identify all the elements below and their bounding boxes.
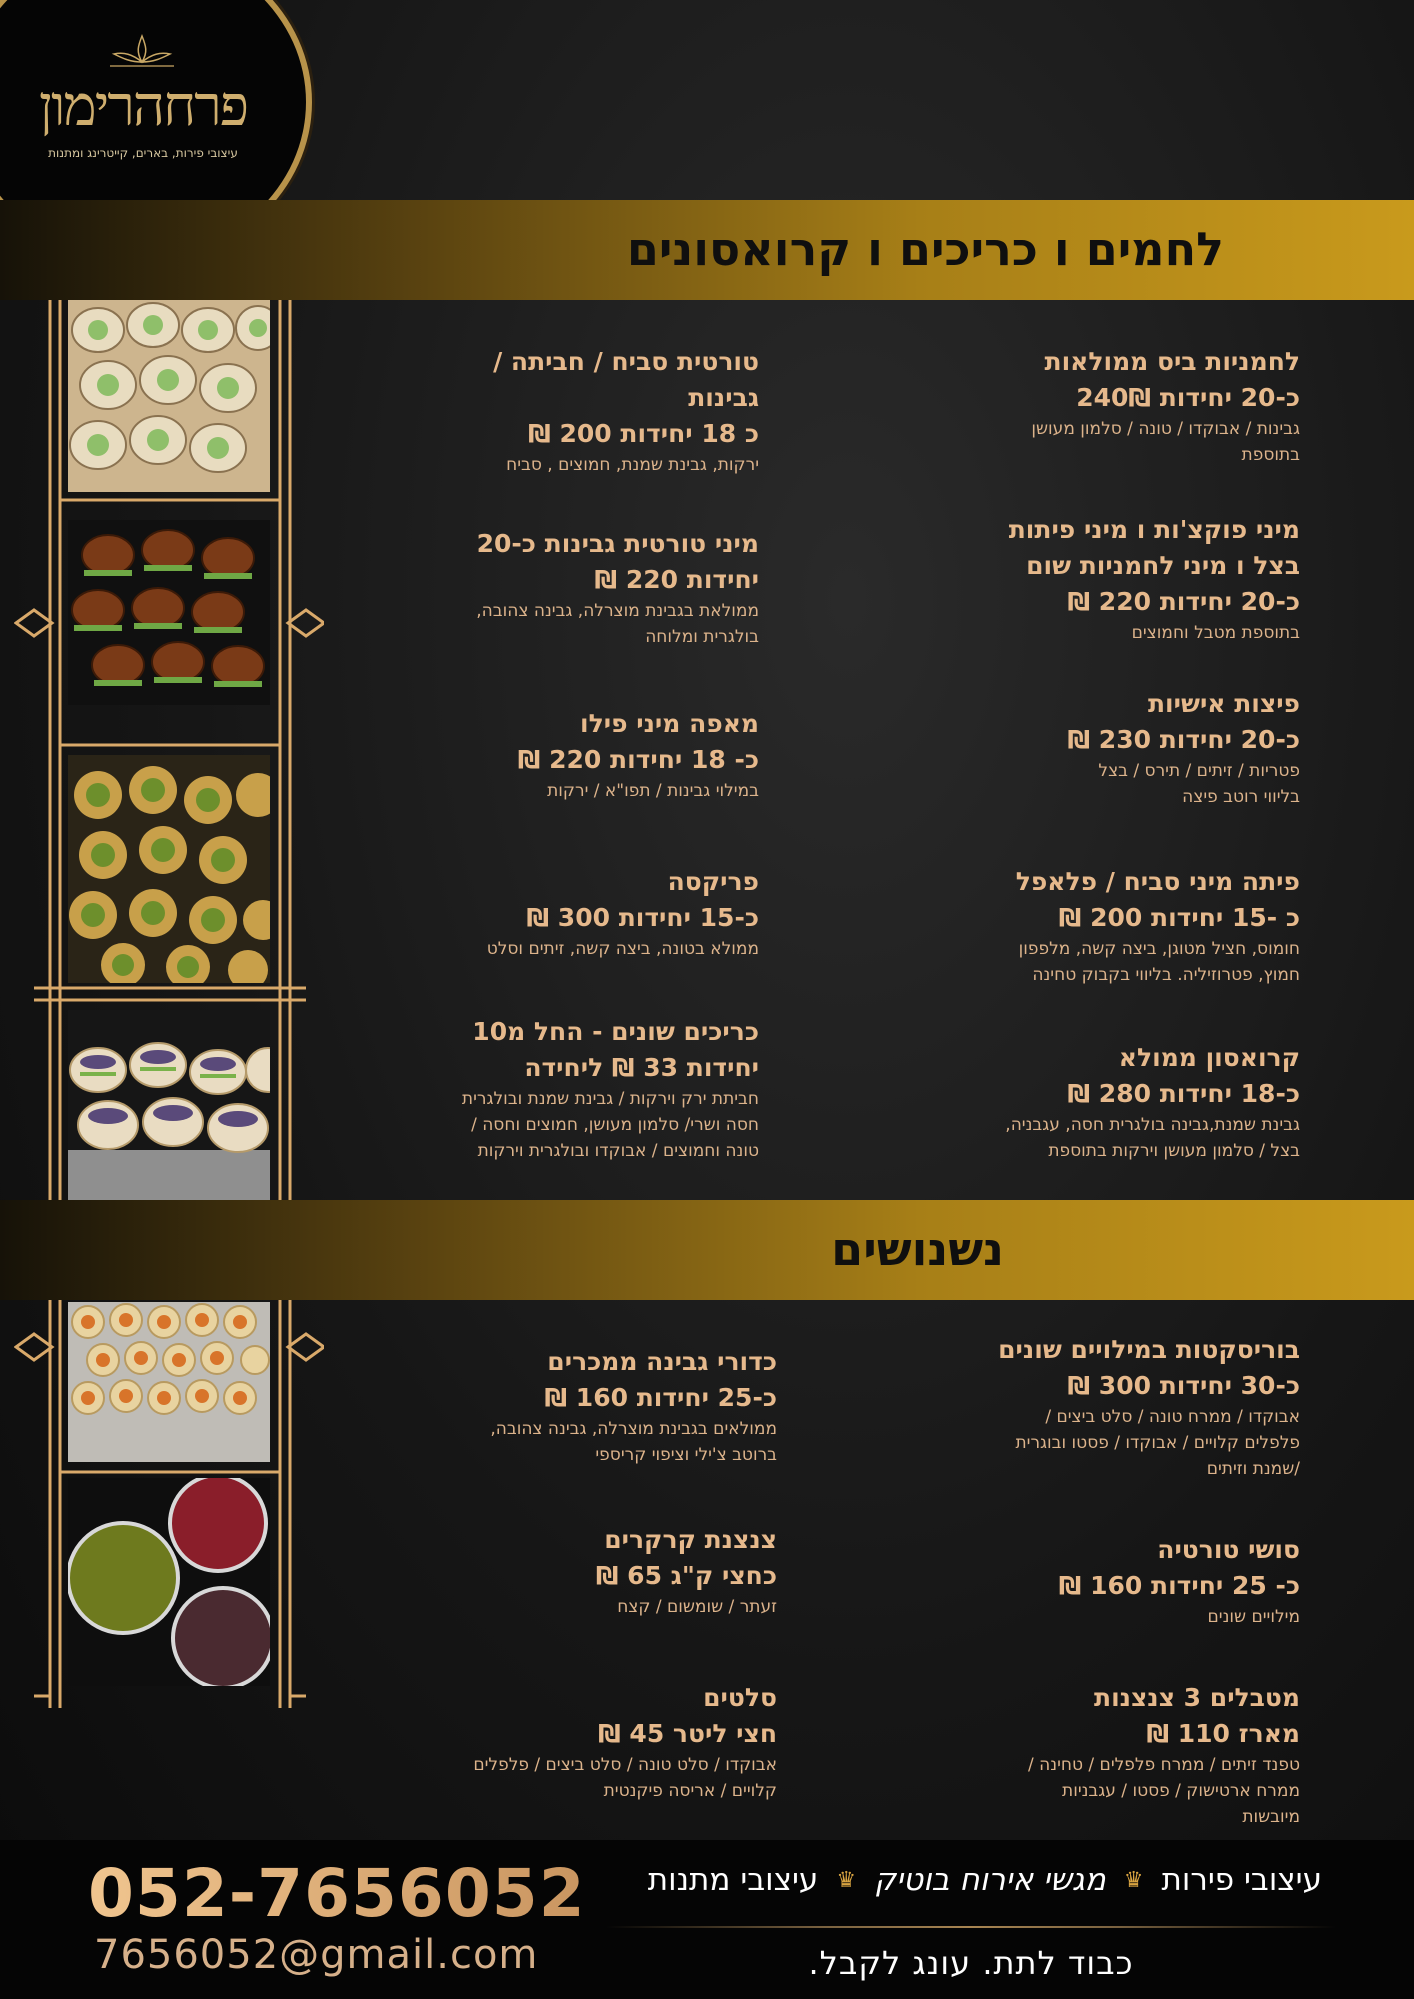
photo-tortilla-sushi: [68, 1302, 270, 1462]
service-platters: מגשי אירוח בוטיק: [874, 1862, 1106, 1898]
menu-item: סלטים חצי ליטר 45 ₪ אבוקדו / סלט טונה / סלט ביצים / פלפלים קלויים / אריסה פיקנטית: [473, 1683, 777, 1801]
brand-name: פרחהרימון: [38, 74, 248, 139]
phone-number[interactable]: 052-7656052: [88, 1855, 586, 1932]
photo-mini-sandwiches: [68, 520, 270, 705]
crown-icon: [106, 32, 178, 72]
services-list: [648, 1862, 1322, 1898]
menu-item: מטבלים 3 צנצנות מארז 110 ₪ טפנד זיתים / ממרח פלפלים / טחינה / ממרח ארטישוק / פסטו / עגבניות מיובשות: [1028, 1683, 1300, 1827]
menu-item: בוריסקטות במילויים שונים כ-30 יחידות 300 ₪ אבוקדו / ממרח טונה / סלט ביצים / פלפלים קלויים / אבוקדו / פסטו ובוגרית /שמנת וזיתים: [998, 1335, 1300, 1479]
brand-subtitle: עיצובי פירות, בארים, קייטרינג ומתנות: [48, 146, 238, 160]
menu-item: מאפה מיני פילו כ- 18 יחידות 220 ₪ במילוי גבינות / תפו"א / ירקות: [517, 709, 759, 801]
section-header-breads: [0, 200, 1414, 300]
divider: [606, 1926, 1336, 1928]
menu-item: מיני טורטית גבינות כ-20 יחידות 220 ₪ ממולאת בגבינת מוצרלה, גבינה צהובה, בולגרית ומלוחה: [476, 529, 759, 647]
crown-icon: ♛: [1123, 1867, 1144, 1893]
photo-dip-jars: [68, 1478, 270, 1686]
photo-mini-pastries: [68, 755, 270, 983]
menu-item: טורטית סביח / חביתה / גבינות כ 18 יחידות 200 ₪ ירקות, גבינת שמנת, חמוצים , סביח: [493, 347, 759, 475]
service-fruit: עיצובי פירות: [1161, 1862, 1322, 1898]
menu-item: פיתה מיני סביח / פלאפל כ -15 יחידות 200 ₪ חומוס, חציל מטוגן, ביצה קשה, מלפפון חמוץ, פטרוזיליה. בליווי בקבוק טחינה: [1015, 867, 1300, 985]
photo-pita-sandwiches: [68, 1010, 270, 1200]
email-address[interactable]: 7656052@gmail.com: [94, 1932, 539, 1978]
menu-item: סושי טורטיה כ- 25 יחידות 160 ₪ מילויים שונים: [1058, 1535, 1300, 1627]
crown-icon: ♛: [836, 1867, 857, 1893]
section-header-snacks: [0, 1200, 1414, 1300]
tagline: כבוד לתת. עונג לקבל.: [808, 1944, 1134, 1982]
section-title: נשנושים: [831, 1222, 1004, 1276]
section-title: לחמים ו כריכים ו קרואסונים: [626, 222, 1224, 276]
menu-item: כריכים שונים - החל מ10 יחידות 33 ₪ ליחידה חביתת ירק וירקות / גבינת שמנת ובולגרית חסה ושרי/ סלמון מעושן, חמוצים וחסה / טונה וחמוצים / אבוקדו ובולגרית וירקות: [461, 1017, 759, 1161]
menu-item: פריקסה כ-15 יחידות 300 ₪ ממולא בטונה, ביצה קשה, זיתים וסלט: [486, 867, 759, 959]
menu-item: צנצנת קרקרים כחצי ק"ג 65 ₪ זעתר / שומשום / קצח: [595, 1525, 777, 1617]
menu-item: מיני פוקצ'ות ו מיני פיתות בצל ו מיני לחמניות שום כ-20 יחידות 220 ₪ בתוספת מטבל וחמוצים: [1008, 515, 1300, 643]
menu-item: לחמניות ביס ממולאות כ-20 יחידות 240₪ גבינות / אבוקדו / טונה / סלמון מעושן בתוספת: [1031, 347, 1300, 465]
menu-item: קרואסון ממולא כ-18 יחידות 280 ₪ גבינת שמנת,גבינה בולגרית חסה, עגבניה, בצל / סלמון מעושן וירקות בתוספת: [1005, 1043, 1300, 1161]
menu-item: כדורי גבינה ממכרים כ-25 יחידות 160 ₪ ממולאים בגבינת מוצרלה, גבינה צהובה, ברוטב צ'ילי וציפוי קריספי: [490, 1347, 777, 1465]
service-gifts: עיצובי מתנות: [647, 1862, 819, 1898]
menu-item: פיצות אישיות כ-20 יחידות 230 ₪ פטריות / זיתים / תירס / בצל בליווי רוטב פיצה: [1067, 689, 1300, 807]
photo-tortilla-wraps: [68, 300, 270, 492]
